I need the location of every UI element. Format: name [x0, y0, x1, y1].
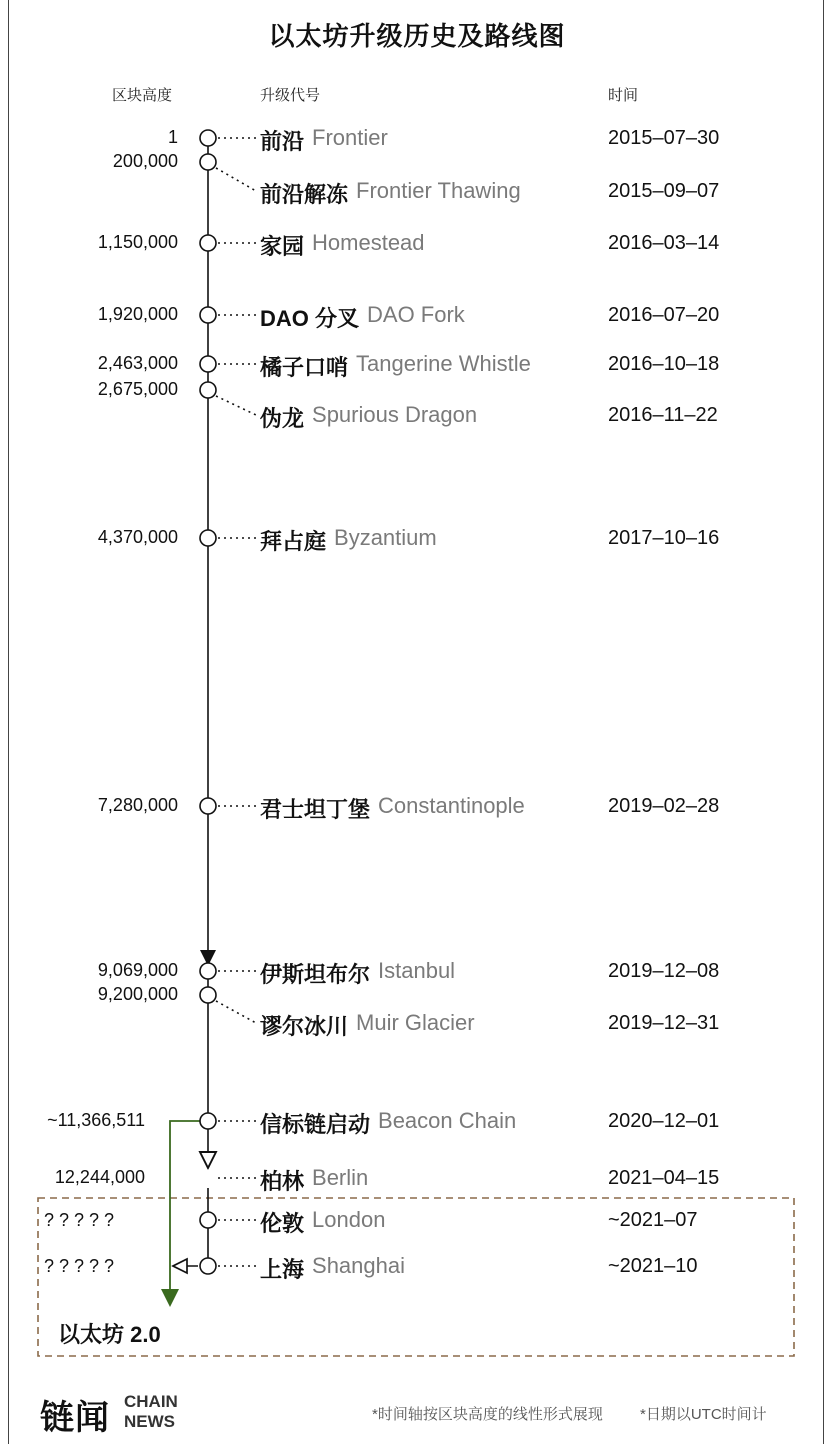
node-muir-glacier — [200, 987, 216, 1003]
block-height-frontier: 1 — [167, 127, 178, 147]
block-height-frontier-thawing: 200,000 — [112, 151, 178, 171]
upgrade-name-spurious-dragon: 伪龙 Spurious Dragon — [260, 402, 478, 431]
block-height-byzantium: 4,370,000 — [97, 527, 178, 547]
upgrade-name-london: 伦敦 London — [260, 1207, 386, 1236]
upgrade-name-istanbul: 伊斯坦布尔 Istanbul — [260, 958, 456, 987]
chainnews-logo-en-line2: NEWS — [124, 1412, 175, 1431]
block-height-beacon-chain: ~11,366,511 — [47, 1110, 145, 1130]
date-homestead: 2016–03–14 — [608, 232, 720, 254]
date-shanghai: ~2021–10 — [608, 1255, 698, 1277]
header-time: 时间 — [608, 87, 639, 104]
upgrade-name-constantinople: 君士坦丁堡 Constantinople — [260, 793, 525, 822]
upgrade-name-dao-fork: DAO 分叉 DAO Fork — [260, 302, 465, 331]
date-constantinople: 2019–02–28 — [608, 795, 720, 817]
node-homestead — [200, 235, 216, 251]
connector-spurious-dragon — [216, 396, 256, 415]
upgrade-name-byzantium: 拜占庭 Byzantium — [260, 525, 437, 554]
date-frontier-thawing: 2015–09–07 — [608, 180, 720, 202]
header-block-height: 区块高度 — [112, 87, 173, 104]
diagram-title: 以太坊升级历史及路线图 — [268, 21, 566, 51]
connector-frontier-thawing — [216, 168, 256, 191]
node-constantinople — [200, 798, 216, 814]
date-tangerine-whistle: 2016–10–18 — [608, 353, 720, 375]
block-height-istanbul: 9,069,000 — [97, 960, 178, 980]
upgrade-name-berlin: 柏林 Berlin — [260, 1165, 369, 1194]
date-london: ~2021–07 — [608, 1209, 698, 1231]
dotted-connectors — [216, 138, 256, 1266]
upgrade-name-beacon-chain: 信标链启动 Beacon Chain — [260, 1108, 517, 1137]
block-height-spurious-dragon: 2,675,000 — [97, 379, 178, 399]
block-height-dao-fork: 1,920,000 — [97, 304, 178, 324]
upgrade-name-muir-glacier: 谬尔冰川 Muir Glacier — [260, 1010, 475, 1039]
header-upgrade-code: 升级代号 — [260, 87, 321, 104]
block-height-tangerine-whistle: 2,463,000 — [97, 353, 178, 373]
upgrade-name-homestead: 家园 Homestead — [260, 230, 425, 259]
node-spurious-dragon — [200, 382, 216, 398]
date-beacon-chain: 2020–12–01 — [608, 1110, 720, 1132]
block-height-constantinople: 7,280,000 — [97, 795, 178, 815]
node-dao-fork — [200, 307, 216, 323]
date-spurious-dragon: 2016–11–22 — [608, 404, 718, 426]
upgrade-name-frontier: 前沿 Frontier — [260, 125, 388, 154]
node-byzantium — [200, 530, 216, 546]
block-height-london: ? ? ? ? ? — [44, 1210, 115, 1230]
date-byzantium: 2017–10–16 — [608, 527, 720, 549]
upgrade-name-tangerine-whistle: 橘子口哨 Tangerine Whistle — [260, 351, 531, 380]
beacon-chain-branch — [170, 1121, 200, 1298]
upgrade-name-frontier-thawing: 前沿解冻 Frontier Thawing — [260, 178, 521, 207]
date-muir-glacier: 2019–12–31 — [608, 1012, 720, 1034]
block-height-berlin: 12,244,000 — [54, 1167, 145, 1187]
connector-muir-glacier — [216, 1001, 256, 1023]
date-frontier: 2015–07–30 — [608, 127, 720, 149]
chainnews-logo-cn: 链闻 — [40, 1399, 110, 1437]
block-height-muir-glacier: 9,200,000 — [97, 984, 178, 1004]
eth2-label: 以太坊 2.0 — [58, 1322, 161, 1347]
chainnews-logo-en-line1: CHAIN — [124, 1392, 178, 1411]
date-istanbul: 2019–12–08 — [608, 960, 720, 982]
node-istanbul — [200, 963, 216, 979]
node-beacon-chain — [200, 1113, 216, 1129]
date-dao-fork: 2016–07–20 — [608, 304, 720, 326]
upgrade-name-shanghai: 上海 Shanghai — [260, 1253, 405, 1282]
node-frontier — [200, 130, 216, 146]
block-height-shanghai: ? ? ? ? ? — [44, 1256, 115, 1276]
footnote-linear-scale: *时间轴按区块高度的线性形式展现 — [372, 1406, 603, 1423]
block-height-homestead: 1,150,000 — [97, 232, 178, 252]
node-tangerine-whistle — [200, 356, 216, 372]
date-berlin: 2021–04–15 — [608, 1167, 720, 1189]
node-london — [200, 1212, 216, 1228]
node-shanghai — [200, 1258, 216, 1274]
footnote-utc: *日期以UTC时间计 — [640, 1406, 767, 1423]
node-frontier-thawing — [200, 154, 216, 170]
